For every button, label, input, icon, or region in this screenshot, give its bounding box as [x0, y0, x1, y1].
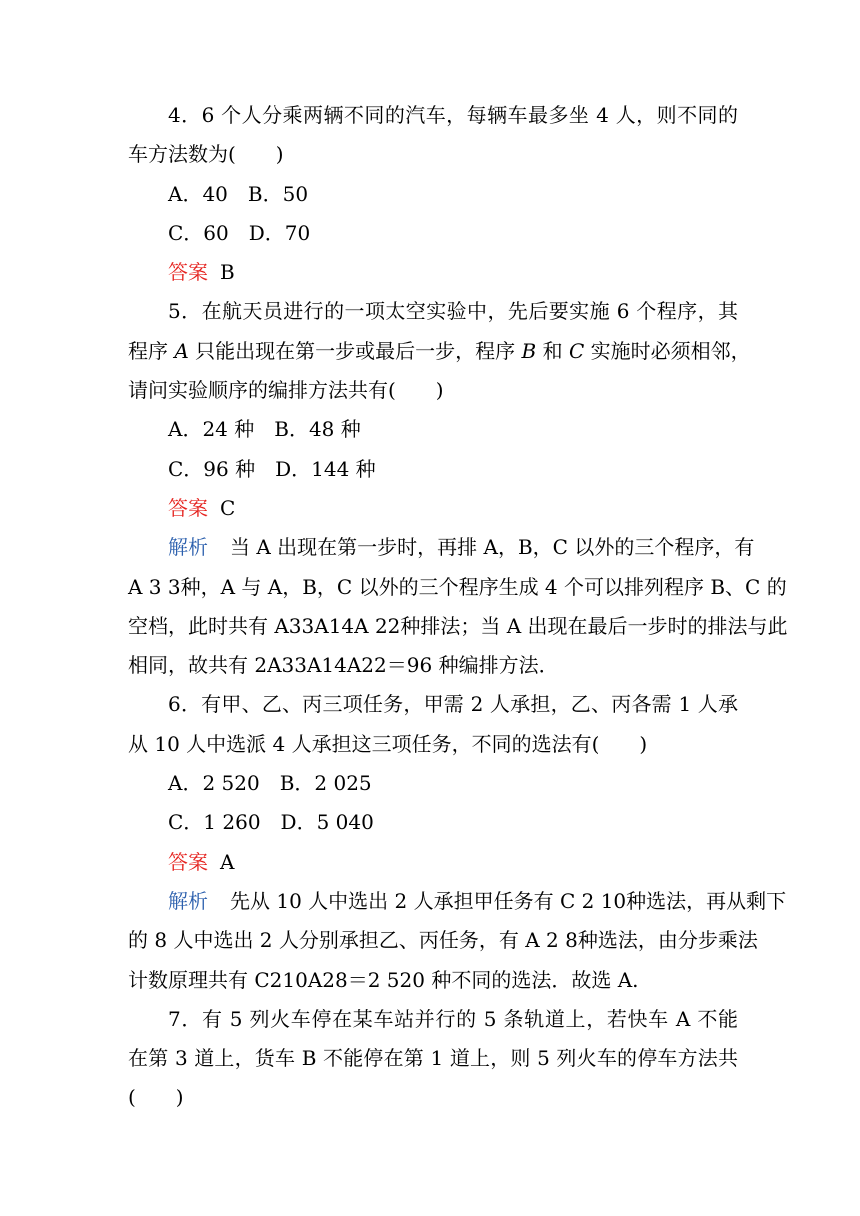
q4-stem-line-1: 4．6 个人分乘两辆不同的汽车，每辆车最多坐 4 人，则不同的	[168, 103, 738, 127]
q6-stem-line-2: 从 10 人中选派 4 人承担这三项任务，不同的选法有( )	[128, 731, 648, 756]
answer-value: C	[220, 495, 236, 520]
answer-value: B	[220, 260, 235, 285]
q7-stem-line-3: ( )	[128, 1085, 184, 1110]
q6-stem-line-1: 6．有甲、乙、丙三项任务，甲需 2 人承担，乙、丙各需 1 人承	[168, 692, 738, 717]
q5-analysis-line-4: 相同，故共有 2A33A14A22＝96 种编排方法．	[128, 653, 559, 678]
q6-options-cd: C．1 260 D．5 040	[168, 810, 374, 835]
q5-answer-row	[128, 489, 738, 528]
q6-analysis-line-1	[128, 882, 787, 921]
q5-options-cd: C．96 种 D．144 种	[168, 456, 376, 481]
q5-analysis-line-2: A 3 3种，A 与 A，B，C 以外的三个程序生成 4 个可以排列程序 B、C 的	[128, 574, 787, 599]
answer-label: 答案	[168, 260, 208, 285]
q5-options-ab: A．24 种 B．48 种	[168, 417, 361, 442]
q7-stem-line-1: 7．有 5 列火车停在某车站并行的 5 条轨道上，若快车 A 不能	[168, 1006, 738, 1031]
analysis-label: 解析	[168, 888, 208, 913]
document-page	[128, 96, 788, 1118]
q6-analysis-line-3: 计数原理共有 C210A28＝2 520 种不同的选法．故选 A.	[128, 967, 639, 992]
answer-label: 答案	[168, 849, 208, 874]
q4-stem-line-2: 车方法数为( )	[128, 142, 284, 167]
q5-analysis-line-1	[128, 528, 755, 567]
q4-answer-row	[128, 253, 738, 292]
answer-value: A	[220, 849, 235, 874]
q6-analysis-line-2: 的 8 人中选出 2 人分别承担乙、丙任务，有 A 2 8种选法，由分步乘法	[128, 928, 758, 953]
q7-stem-line-2: 在第 3 道上，货车 B 不能停在第 1 道上，则 5 列火车的停车方法共	[128, 1046, 738, 1071]
q6-answer-row	[128, 843, 738, 882]
analysis-text: 先从 10 人中选出 2 人承担甲任务有 C 2 10种选法，再从剩下	[230, 888, 787, 913]
q5-analysis-line-3: 空档，此时共有 A33A14A 22种排法；当 A 出现在最后一步时的排法与此	[128, 613, 788, 638]
q5-stem-line-3: 请问实验顺序的编排方法共有( )	[128, 378, 444, 403]
q6-options-ab: A．2 520 B．2 025	[168, 771, 372, 796]
q5-stem-line-1: 5．在航天员进行的一项太空实验中，先后要实施 6 个程序，其	[168, 299, 738, 324]
analysis-label: 解析	[168, 535, 208, 560]
analysis-text: 当 A 出现在第一步时，再排 A，B，C 以外的三个程序，有	[230, 535, 755, 560]
q4-options-ab: A．40 B．50	[168, 181, 309, 206]
q5-stem-line-2: 程序 A 只能出现在第一步或最后一步，程序 B 和 C 实施时必须相邻，	[128, 338, 751, 363]
q4-options-cd: C．60 D．70	[168, 220, 311, 245]
answer-label: 答案	[168, 495, 208, 520]
